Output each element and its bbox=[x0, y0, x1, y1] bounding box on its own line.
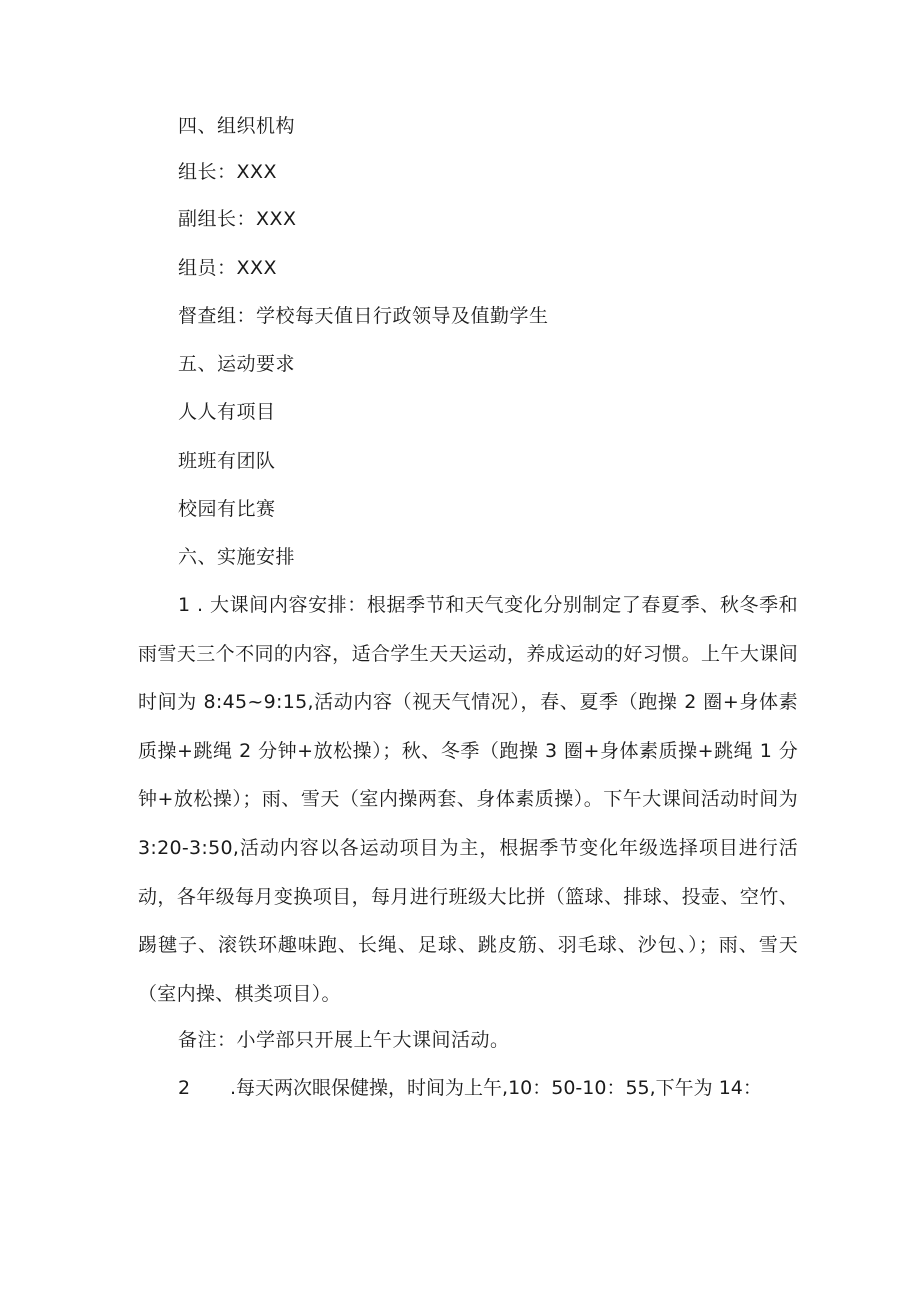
supervision-line: 督查组：学校每天值日行政领导及值勤学生 bbox=[178, 305, 549, 327]
requirement-item: 校园有比赛 bbox=[178, 498, 276, 520]
arrangement-item-2 bbox=[178, 1076, 762, 1100]
members-line: 组员：XXX bbox=[178, 257, 278, 279]
note-line: 备注：小学部只开展上午大课间活动。 bbox=[178, 1029, 510, 1051]
section-5-heading: 五、运动要求 bbox=[178, 353, 296, 375]
requirement-item: 人人有项目 bbox=[178, 401, 276, 423]
arrangement-item-1 bbox=[138, 581, 798, 1018]
arrangement-item-1-text: 1 . 大课间内容安排：根据季节和天气变化分别制定了春夏季、秋冬季和雨雪天三个不同的内容，适合学生天天运动，养成运动的好习惯。上午大课间时间为 8:45~9:15,活动内容（视天气情况），春、夏季（跑操 2 圈+身体素质操+跳绳 2 分钟+放松操）；秋、冬季（跑操 3 圈+身体素质操+跳绳 1 分钟+放松操）；雨、雪天（室内操两套、身体素质操）。下午大课间活动时间为 3:20-3:50,活动内容以各运动项目为主，根据季节变化年级选择项目进行活动，各年级每月变换项目，每月进行班级大比拼（篮球、排球、投壶、空竹、踢毽子、滚铁环趣味跑、长绳、足球、跳皮筋、羽毛球、沙包、）；雨、雪天（室内操、棋类项目）。 bbox=[138, 594, 798, 1005]
section-6-heading: 六、实施安排 bbox=[178, 546, 296, 568]
section-4-heading: 四、组织机构 bbox=[178, 115, 296, 137]
arrangement-item-2-text: .每天两次眼保健操，时间为上午,10：50-10：55,下午为 14： bbox=[230, 1077, 762, 1099]
vice-leader-line: 副组长：XXX bbox=[178, 208, 297, 230]
leader-line: 组长：XXX bbox=[178, 161, 278, 183]
requirement-item: 班班有团队 bbox=[178, 450, 276, 472]
arrangement-item-2-number: 2 bbox=[178, 1077, 191, 1099]
